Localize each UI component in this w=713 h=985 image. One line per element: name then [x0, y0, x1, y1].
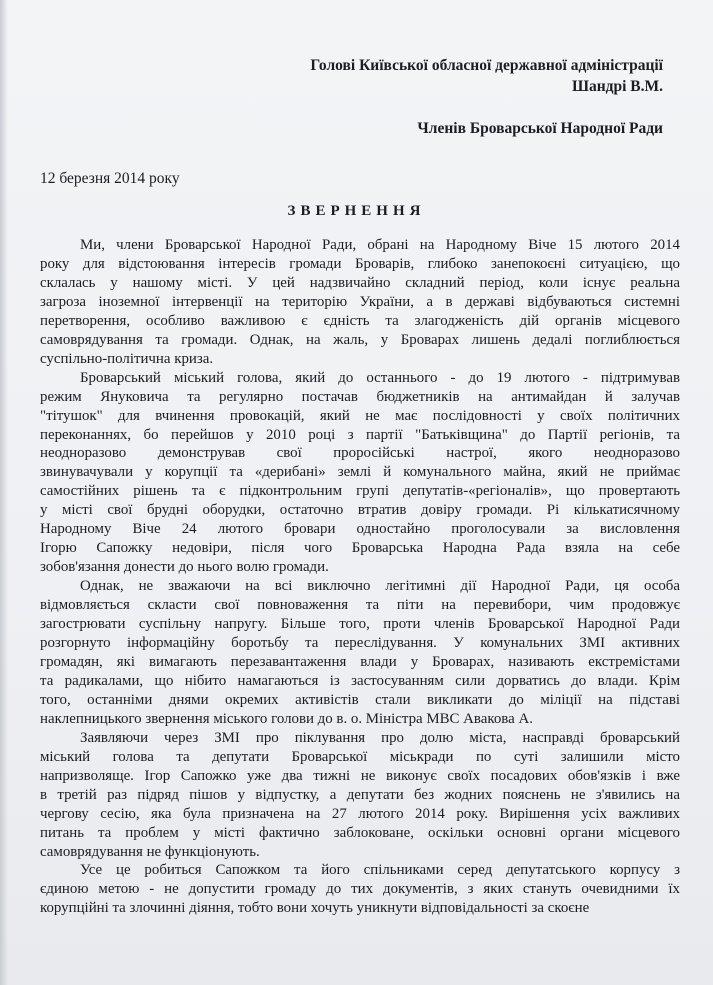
paragraph-line: чергову сесію, яка була призначена на 27 лютого 2014 року. Вирішення усіх важливих	[40, 805, 680, 822]
paragraph-line: Ігорю Сапожку недовіри, після чого Броварська Народна Рада взяла на себе	[40, 540, 680, 557]
paragraph-line: розгорнуто інформаційну боротьбу та переслідування. У комунальних ЗМІ активних	[40, 635, 680, 652]
paragraph-line: суспільно-політична криза.	[40, 350, 214, 367]
paragraph-line: того, останніми днями окремих активістів стали викликати до міліції на підставі	[40, 691, 680, 708]
body-paragraph	[40, 236, 680, 369]
paragraph-line: питань та проблем у місті фактично заблоковане, оскільки основні органи місцевого	[40, 824, 680, 841]
body-paragraph	[40, 861, 680, 918]
paragraph-line: самоврядування та громади. Однак, на жаль, у Броварах лишень дедалі поглиблюється	[40, 331, 680, 348]
paragraph-line: самоврядування не функціонують.	[40, 843, 260, 860]
document-date: 12 березня 2014 року	[40, 170, 180, 187]
paragraph-line: зобов'язання донести до нього волю громади.	[40, 559, 329, 576]
paragraph-line: Заявляючи через ЗМІ про піклування про долю міста, насправді броварський	[80, 729, 680, 746]
paragraph-line: громадян, які вимагають перезавантаження влади у Броварах, називають екстремістами	[40, 653, 680, 670]
paragraph-line: загострювати суспільну напругу. Більше того, проти членів Броварської Народної Ради	[40, 616, 680, 633]
paragraph-line: режим Януковича та регулярно постачав бюджетників на антимайдан й залучав	[40, 388, 680, 405]
paragraph-line: переконаннях, бо перейшов у 2010 році з партії "Батьківщина" до Партії регіонів, та	[40, 426, 680, 443]
paragraph-line: Ми, члени Броварської Народної Ради, обрані на Народному Віче 15 лютого 2014	[80, 237, 680, 253]
body-paragraph	[40, 577, 680, 729]
paragraph-line: року для відстоювання інтересів громади Броварів, глибоко занепокоєні ситуацією, що	[40, 255, 680, 272]
paragraph-line: єдиною метою - не допустити громаду до тих документів, з яких стануть очевидними їх	[40, 881, 680, 898]
sender-line: Членів Броварської Народної Ради	[417, 120, 663, 137]
paragraph-line: Народному Віче 24 лютого бровари одностайно проголосували за висловлення	[40, 521, 680, 538]
paragraph-line: неодноразово демонстрував свої проросійські настрої, якого неодноразово	[40, 445, 680, 462]
paragraph-line: самостійних рішень та є підконтрольним групі депутатів-«регіоналів», що провертають	[40, 483, 680, 500]
paragraph-line: звинувачували у корупції та «дерибані» землі й комунального майна, який не приймає	[40, 464, 680, 481]
document-title: ЗВЕРНЕННЯ	[287, 203, 426, 219]
paragraph-line: Однак, не зважаючи на всі виключно легітимні дії Народної Ради, ця особа	[80, 578, 680, 595]
paragraph-line: перетворення, особливо важливою є єдність та злагодженість дій органів місцевого	[40, 312, 680, 329]
body-paragraph	[40, 369, 680, 577]
paragraph-line: корупційні та злочинні діяння, тобто вони хочуть уникнути відповідальності за скоєне	[40, 900, 590, 917]
addressee-line-2: Шандрі В.М.	[571, 78, 663, 95]
addressee-line-1: Голові Київської обласної державної адміністрації	[310, 57, 663, 74]
paragraph-line: у місті свої брудні оборудки, остаточно втратив довіру громади. Рі кількатисячному	[40, 502, 680, 519]
paragraph-line: відмовляється скласти свої повноваження та піти на перевибори, чим продовжує	[40, 597, 680, 614]
paragraph-line: наклепницького звернення міського голови до в. о. Міністра МВС Авакова А.	[40, 710, 533, 727]
paragraph-line: "тітушок" для вчинення провокацій, який не має послідовності у своїх політичних	[40, 407, 680, 424]
paragraph-line: Броварський міський голова, який до останнього - до 19 лютого - підтримував	[80, 369, 680, 386]
paragraph-line: напризволяще. Ігор Сапожко уже два тижні не виконує своїх посадових обов'язків і вже	[40, 767, 680, 784]
paragraph-line: та радикалами, що нібито намагаються із застосуванням сили дорватись до влади. Крім	[40, 672, 680, 689]
paragraph-line: склалась у нашому місті. У цей надзвичайно складний період, коли існує реальна	[40, 274, 680, 291]
paragraph-line: загроза іноземної інтервенції на територію України, а в державі відбуваються системні	[40, 293, 680, 310]
paragraph-line: Усе це робиться Сапожком та його спільниками серед депутатського корпусу з	[80, 862, 680, 879]
body-paragraph	[40, 729, 680, 862]
addressee-block	[310, 55, 663, 97]
paragraph-line: в третій раз підряд пішов у відпустку, а депутати без жодних пояснень не з'явились на	[40, 786, 680, 803]
document-body	[40, 236, 680, 918]
paragraph-line: міський голова та депутати Броварської міськради по суті залишили місто	[40, 748, 680, 765]
